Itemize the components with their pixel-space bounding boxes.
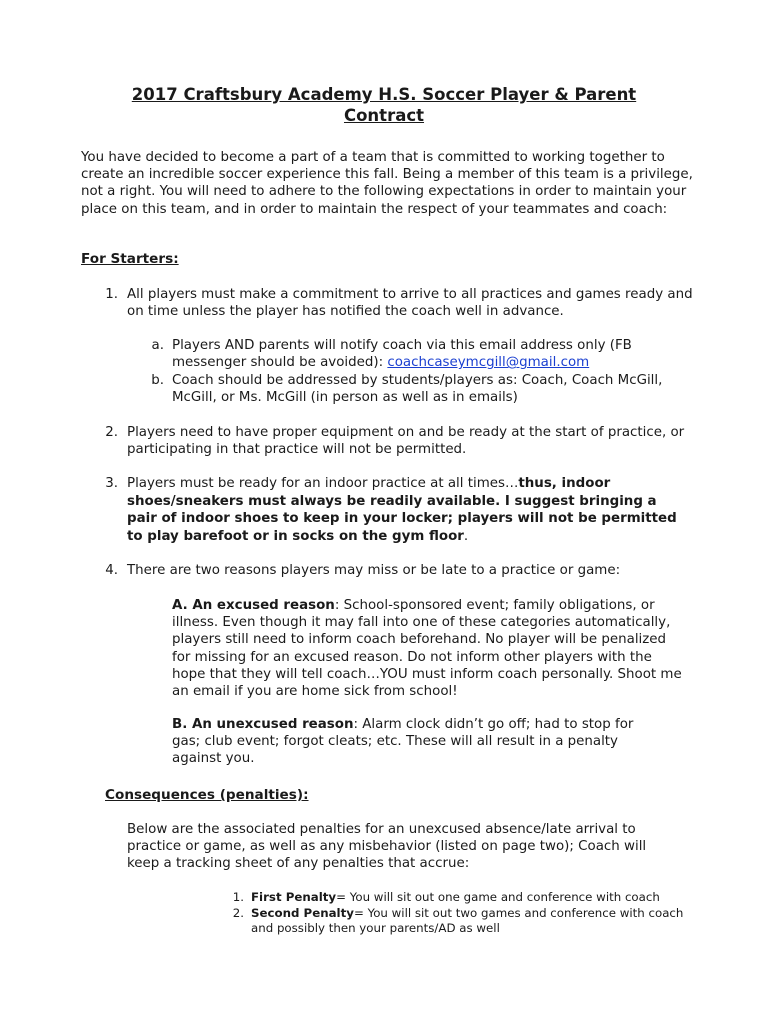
penalty-label: First Penalty [251, 890, 337, 904]
consequences-paragraph: Below are the associated penalties for an unexcused absence/late arrival to practice or game, as well as any misbehavior (listed on page two); Coach will keep a tracking sheet of any penalties that accrue: [127, 822, 647, 872]
title-line-2: Contract [343, 106, 425, 125]
list-item: There are two reasons players may miss or be late to a practice or game: [127, 563, 621, 578]
consequences-heading: Consequences (penalties): [105, 787, 309, 803]
sub-item-number: a. [151, 338, 164, 353]
penalty-number: 1. [232, 890, 244, 904]
intro-paragraph: You have decided to become a part of a team that is committed to working together to create an incredible soccer experience this fall. Being a member of this team is a privilege, not a right. You will need to adhere to the following expectations in order to maintain your place on this team, and in order to maintain the respect of your teammates and coach: [81, 150, 693, 217]
indoor-shoes-tail: . [463, 528, 469, 544]
excused-reason [172, 597, 682, 700]
list-item: All players must make a commitment to arrive to all practices and games ready and on time unless the player has notified the coach well in advance. [127, 287, 693, 320]
excused-reason-text: : School-sponsored event; family obligations, or illness. Even though it may fall into one of these categories automatically, players still need to inform coach beforehand. No player will be penalized for missing for an excused reason. Do not inform other players with the hope that they will tell coach…YOU must inform coach personally. Shoot me an email if you are home sick from school! [172, 598, 682, 700]
penalty-item [251, 906, 691, 937]
list-item-number: 4. [105, 563, 118, 578]
indoor-shoes-bold-text: thus, indoor shoes/sneakers must always be readily available. I suggest bringing a pair of indoor shoes to keep in your locker; players will not be permitted to play barefoot or in socks on the gym floor [127, 476, 677, 544]
coach-email-link[interactable]: coachcaseymcgill@gmail.com [387, 355, 590, 371]
list-item-number: 1. [105, 287, 118, 302]
page-title [80, 84, 688, 126]
unexcused-reason-text: : Alarm clock didn’t go off; had to stop for gas; club event; forgot cleats; etc. These will all result in a penalty against you. [172, 717, 634, 767]
excused-reason-label: A. An excused reason [172, 598, 335, 613]
indoor-shoes-text: Players must be ready for an indoor practice at all times… [127, 476, 519, 491]
list-item-indoor-shoes [127, 475, 679, 545]
unexcused-reason [172, 716, 652, 768]
list-item: Players need to have proper equipment on and be ready at the start of practice, or participating in that practice will not be permitted. [127, 425, 685, 458]
sub-item-number: b. [151, 373, 164, 388]
penalty-label: Second Penalty [251, 906, 354, 920]
list-item-number: 3. [105, 476, 118, 491]
sub-item-text: Players AND parents will notify coach via this email address only (FB messenger should be avoided): [172, 338, 632, 371]
sub-item-contact [172, 337, 682, 371]
penalty-text: = You will sit out two games and conference with coach and possibly then your parents/AD as well [251, 906, 684, 936]
list-item-number: 2. [105, 425, 118, 440]
unexcused-reason-label: B. An unexcused reason [172, 717, 354, 732]
title-line-1: 2017 Craftsbury Academy H.S. Soccer Player & Parent [131, 85, 637, 104]
sub-item-address: Coach should be addressed by students/players as: Coach, Coach McGill, McGill, or Ms. McGill (in person as well as in emails) [172, 373, 663, 406]
penalty-number: 2. [232, 906, 244, 920]
for-starters-heading: For Starters: [81, 251, 179, 267]
penalty-text: = You will sit out one game and conference with coach [336, 890, 660, 904]
penalty-item [251, 890, 701, 905]
